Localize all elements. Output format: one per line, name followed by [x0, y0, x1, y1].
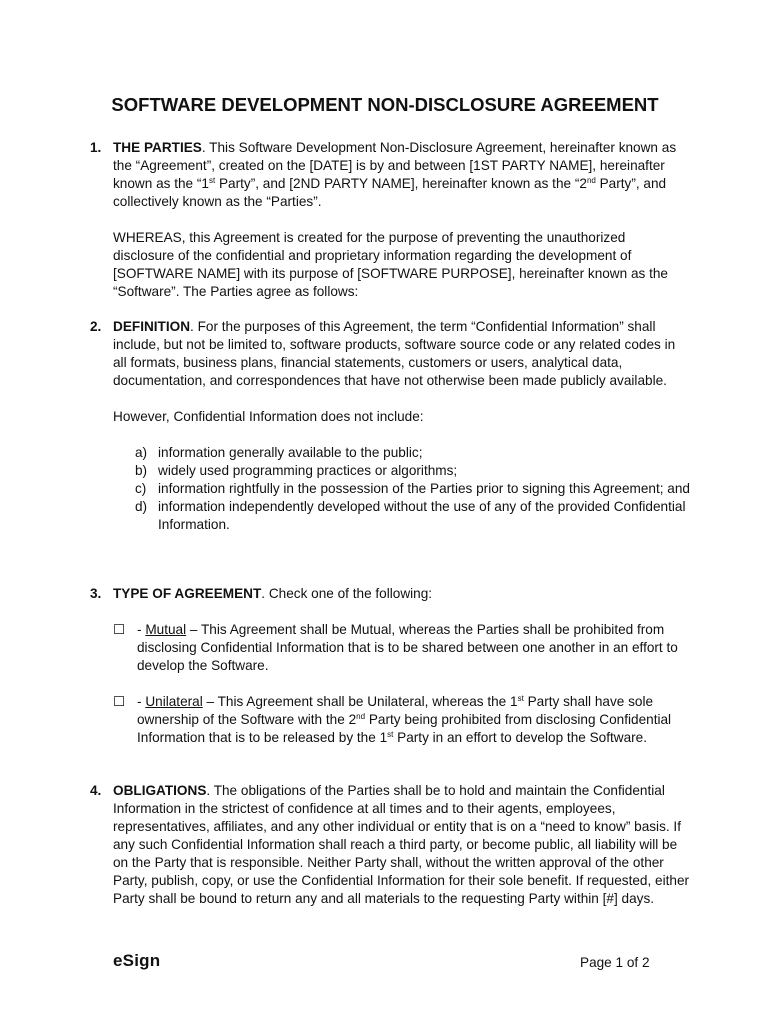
list-item-text: information rightfully in the possession of the Parties prior to signing this Agreement; and	[158, 481, 690, 496]
parties-text: Party”, and [2ND PARTY NAME], hereinafter known as the “2	[215, 176, 587, 191]
section-heading: DEFINITION	[113, 319, 191, 334]
list-item	[113, 444, 690, 462]
ordinal-sup: st	[517, 694, 524, 703]
unilateral-text: – This Agreement shall be Unilateral, whereas the 1	[202, 694, 518, 709]
definition-paragraph	[113, 318, 690, 390]
mutual-checkbox[interactable]: ☐	[113, 622, 126, 637]
list-item	[113, 480, 690, 498]
unilateral-label: Unilateral	[145, 694, 203, 709]
ordinal-sup: st	[208, 176, 216, 185]
list-marker: b)	[135, 463, 148, 478]
section-heading: THE PARTIES	[113, 140, 202, 155]
mutual-option	[113, 621, 690, 675]
list-item-text: widely used programming practices or algorithms;	[158, 463, 458, 478]
type-paragraph	[113, 585, 690, 603]
definition-text: . For the purposes of this Agreement, the term “Confidential Information” shall include, but not be limited to, software products, software source code or any related codes in all formats, business plans, financial statements, customers or users, analytical data, documentation, and correspondences that have not otherwise been made publicly available.	[113, 319, 676, 388]
obligations-paragraph	[113, 782, 690, 908]
list-item	[113, 498, 690, 534]
list-marker: d)	[135, 499, 148, 514]
unilateral-text: Party shall have sole ownership of the Software with the 2	[137, 694, 654, 727]
list-marker: a)	[135, 445, 148, 460]
document-title: SOFTWARE DEVELOPMENT NON-DISCLOSURE AGREEMENT	[111, 94, 659, 115]
section-number: 2.	[90, 319, 102, 334]
mutual-label: Mutual	[145, 622, 187, 637]
section-number: 3.	[90, 586, 102, 601]
section-heading: OBLIGATIONS	[113, 783, 207, 798]
section-definition	[90, 318, 690, 534]
list-item	[113, 462, 690, 480]
section-heading: TYPE OF AGREEMENT	[113, 586, 262, 601]
parties-text: . This Software Development Non-Disclosure Agreement, hereinafter known as the “Agreement”, created on the [DATE] is by and between [1ST PARTY NAME], hereinafter known as the “1	[113, 140, 677, 191]
ordinal-sup: nd	[356, 712, 366, 721]
section-obligations	[90, 782, 690, 908]
section-number: 4.	[90, 783, 102, 798]
list-marker: c)	[135, 481, 147, 496]
obligations-text: . The obligations of the Parties shall be to hold and maintain the Confidential Information in the strictest of confidence at all times and to their agents, employees, representatives, affiliates, and any other individual or entity that is on a “need to know” basis. If any such Confidential Information shall reach a third party, or become public, all liability will be on the Party that is responsible. Neither Party shall, without the written approval of the other Party, publish, copy, or use the Confidential Information for their sole benefit. If requested, either Party shall be bound to return any and all materials to the requesting Party within [#] days.	[113, 783, 690, 906]
option-dash: -	[137, 622, 146, 637]
unilateral-text: Party being prohibited from disclosing Confidential Information that is to be released by the 1	[137, 712, 672, 745]
ordinal-sup: nd	[586, 176, 596, 185]
unilateral-checkbox[interactable]: ☐	[113, 694, 126, 709]
exclusion-list	[113, 444, 690, 534]
section-type-of-agreement	[90, 585, 690, 747]
ordinal-sup: st	[387, 730, 394, 739]
parties-paragraph	[113, 139, 690, 211]
page-number: Page 1 of 2	[580, 955, 650, 970]
list-item-text: information independently developed without the use of any of the provided Confidential Information.	[158, 499, 686, 532]
unilateral-option	[113, 693, 690, 747]
list-item-text: information generally available to the public;	[158, 445, 423, 460]
whereas-paragraph: WHEREAS, this Agreement is created for the purpose of preventing the unauthorized disclosure of the confidential and proprietary information regarding the development of [SOFTWARE NAME] with its purpose of [SOFTWARE PURPOSE], hereinafter known as the “Software”. The Parties agree as follows:	[113, 230, 668, 299]
however-paragraph: However, Confidential Information does not include:	[113, 409, 424, 424]
esign-logo: eSign	[113, 951, 161, 970]
type-text: . Check one of the following:	[261, 586, 433, 601]
parties-text: Party”, and collectively known as the “Parties”.	[113, 176, 667, 209]
option-dash: -	[137, 694, 146, 709]
section-number: 1.	[90, 140, 102, 155]
unilateral-text: Party in an effort to develop the Software.	[393, 730, 648, 745]
mutual-text: – This Agreement shall be Mutual, whereas the Parties shall be prohibited from disclosing Confidential Information that is to be shared between one another in an effort to develop the Software.	[137, 622, 678, 673]
section-parties	[90, 139, 690, 301]
